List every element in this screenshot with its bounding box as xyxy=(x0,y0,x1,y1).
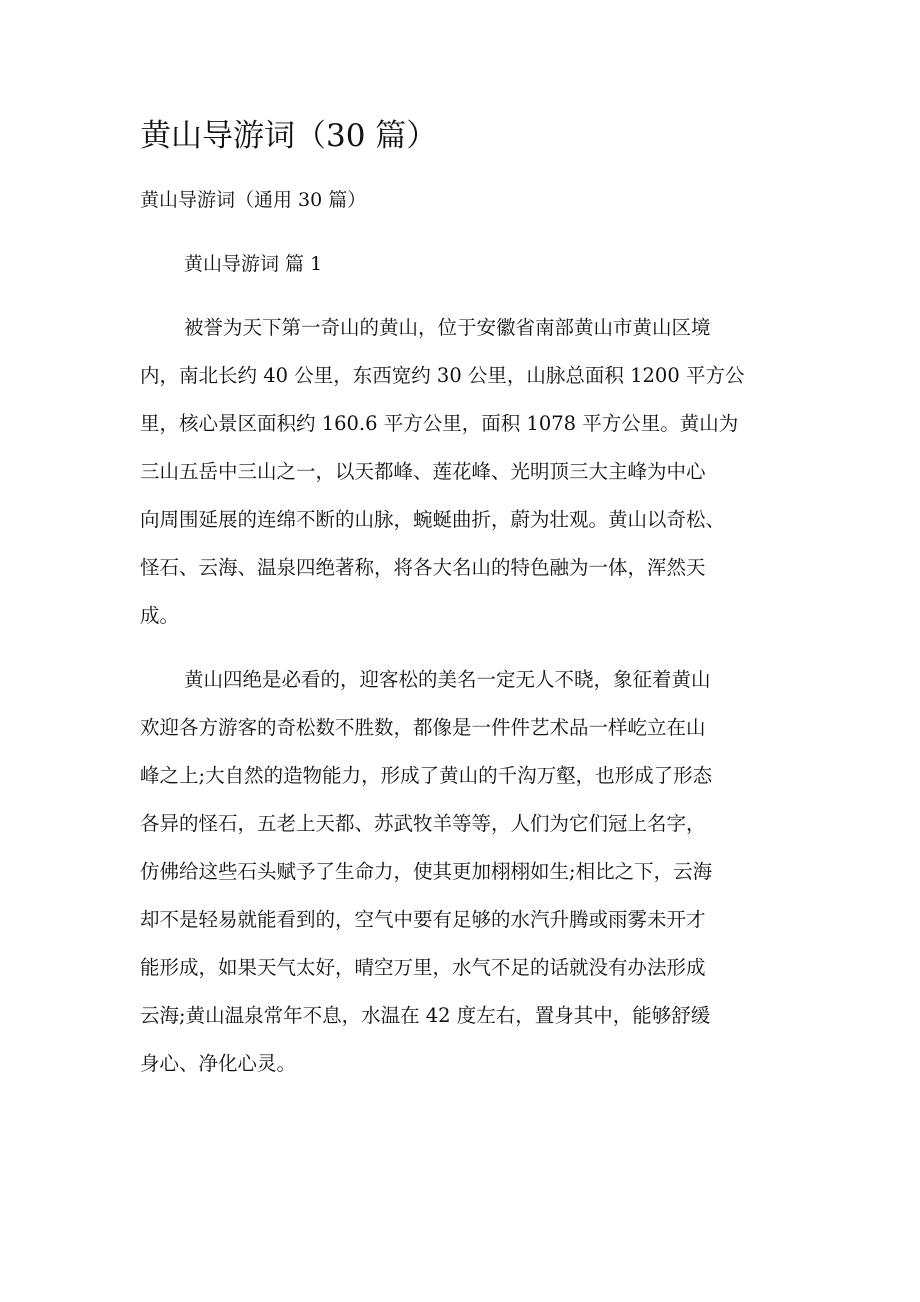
paragraph-1-line: 成。 xyxy=(140,604,180,627)
paragraph-2-line: 身心、净化心灵。 xyxy=(140,1052,297,1075)
paragraph-2-line: 能形成，如果天气太好，晴空万里，水气不足的话就没有办法形成 xyxy=(140,956,706,979)
paragraph-2-line: 欢迎各方游客的奇松数不胜数，都像是一件件艺术品一样屹立在山 xyxy=(140,716,706,739)
paragraph-1-line: 三山五岳中三山之一，以天都峰、莲花峰、光明顶三大主峰为中心 xyxy=(140,460,706,483)
paragraph-1-line: 被誉为天下第一奇山的黄山，位于安徽省南部黄山市黄山区境 xyxy=(184,316,711,339)
paragraph-1-line: 向周围延展的连绵不断的山脉，蜿蜒曲折，蔚为壮观。黄山以奇松、 xyxy=(140,508,726,531)
paragraph-2-line: 各异的怪石，五老上天都、苏武牧羊等等，人们为它们冠上名字， xyxy=(140,812,706,835)
document-subtitle: 黄山导游词（通用 30 篇） xyxy=(140,189,367,211)
document-title: 黄山导游词（30 篇） xyxy=(140,118,438,154)
paragraph-1-line: 里，核心景区面积约 160.6 平方公里，面积 1078 平方公里。黄山为 xyxy=(140,412,739,435)
paragraph-2-line: 云海;黄山温泉常年不息，水温在 42 度左右，置身其中，能够舒缓 xyxy=(140,1004,711,1027)
paragraph-2-line: 黄山四绝是必看的，迎客松的美名一定无人不晓，象征着黄山 xyxy=(184,668,711,691)
paragraph-2-line: 却不是轻易就能看到的，空气中要有足够的水汽升腾或雨雾未开才 xyxy=(140,908,706,931)
paragraph-2-line: 仿佛给这些石头赋予了生命力，使其更加栩栩如生;相比之下，云海 xyxy=(140,860,713,883)
section-heading: 黄山导游词 篇 1 xyxy=(184,253,323,275)
paragraph-1-line: 内，南北长约 40 公里，东西宽约 30 公里，山脉总面积 1200 平方公 xyxy=(140,364,745,387)
paragraph-2-line: 峰之上;大自然的造物能力，形成了黄山的千沟万壑，也形成了形态 xyxy=(140,764,713,787)
paragraph-1-line: 怪石、云海、温泉四绝著称，将各大名山的特色融为一体，浑然天 xyxy=(140,556,706,579)
